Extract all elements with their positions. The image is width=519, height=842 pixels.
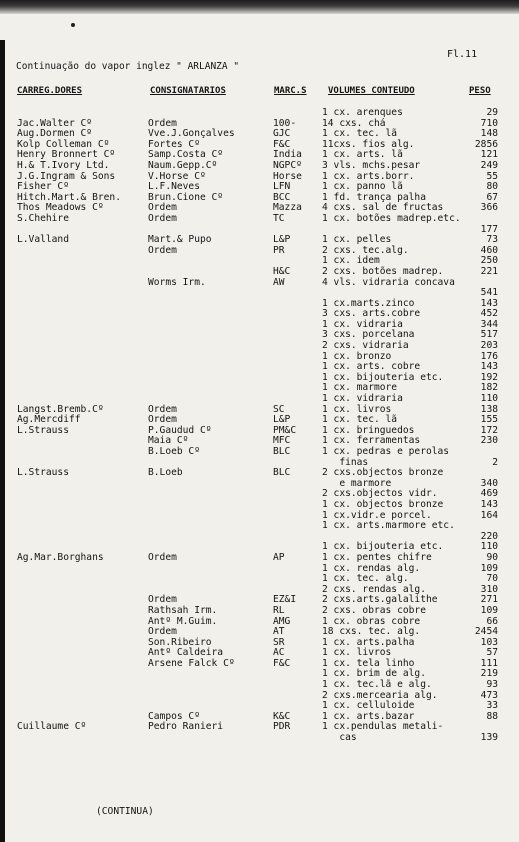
weight-cell: 164 xyxy=(480,509,498,521)
weight-cell: 70 xyxy=(486,573,498,585)
header-shippers: CARREG.DORES xyxy=(17,86,83,96)
weight-cell: 2454 xyxy=(474,626,498,638)
mark-cell: BCC xyxy=(273,191,291,203)
volume-contents-cell: 1 cx. idem xyxy=(322,255,380,267)
weight-cell: 155 xyxy=(480,414,498,426)
table-row xyxy=(0,320,519,331)
table-row xyxy=(0,172,519,183)
weight-cell: 541 xyxy=(480,287,498,299)
table-row xyxy=(0,521,519,532)
weight-cell: 203 xyxy=(480,340,498,352)
mark-cell: L&P xyxy=(273,414,291,426)
consignee-cell: Pedro Ranieri xyxy=(148,721,224,733)
mark-cell: AC xyxy=(273,647,285,659)
volume-contents-cell: 1 cx. tela linho xyxy=(322,657,415,669)
mark-cell: RL xyxy=(273,604,285,616)
volume-contents-cell: 3 cxs. arts.cobre xyxy=(322,308,421,320)
consignee-cell: Brun.Cione Cº xyxy=(148,191,224,203)
volume-contents-cell: 2 cxs. rendas alg. xyxy=(322,583,426,595)
weight-cell: 172 xyxy=(480,424,498,436)
weight-cell: 230 xyxy=(480,435,498,447)
volume-contents-cell: 1 cx. arts.bazar xyxy=(322,710,415,722)
shipper-cell: Ag.Mercdiff xyxy=(17,414,81,426)
volume-contents-cell: 1 cx. vidraria xyxy=(322,318,403,330)
weight-cell: 57 xyxy=(486,647,498,659)
consignee-cell: L.F.Neves xyxy=(148,181,200,193)
shipper-cell: L.Valland xyxy=(17,234,69,246)
table-row xyxy=(0,341,519,352)
mark-cell: PR xyxy=(273,244,285,256)
mark-cell: MFC xyxy=(273,435,291,447)
consignee-cell: P.Gaudud Cº xyxy=(148,424,212,436)
table-row xyxy=(0,648,519,659)
table-row xyxy=(0,701,519,712)
table-row xyxy=(0,722,519,733)
header-volumes: VOLUMES CONTEUDO xyxy=(328,86,415,96)
weight-cell: 66 xyxy=(486,615,498,627)
weight-cell: 109 xyxy=(480,604,498,616)
table-row xyxy=(0,278,519,289)
page-title: Continuação do vapor inglez " ARLANZA " xyxy=(16,61,240,72)
volume-contents-cell: 11cxs. fios alg. xyxy=(322,138,415,150)
mark-cell: LFN xyxy=(273,181,291,193)
mark-cell: AT xyxy=(273,626,285,638)
weight-cell: 250 xyxy=(480,255,498,267)
volume-contents-cell: 1 fd. trança palha xyxy=(322,191,426,203)
weight-cell: 460 xyxy=(480,244,498,256)
table-row xyxy=(0,638,519,649)
weight-cell: 182 xyxy=(480,382,498,394)
table-row xyxy=(0,108,519,119)
weight-cell: 219 xyxy=(480,668,498,680)
weight-cell: 340 xyxy=(480,477,498,489)
consignee-cell: B.Loeb xyxy=(148,467,183,479)
weight-cell: 88 xyxy=(486,710,498,722)
shipper-cell: S.Chehire xyxy=(17,212,69,224)
shipper-cell: Hitch.Mart.& Bren. xyxy=(17,191,121,203)
table-row xyxy=(0,669,519,680)
consignee-cell: Naum.Gepp.Cº xyxy=(148,159,218,171)
consignee-cell: Ordem xyxy=(148,202,177,214)
shipper-cell: H.& T.Ivory Ltd. xyxy=(17,159,110,171)
weight-cell: 192 xyxy=(480,371,498,383)
weight-cell: 176 xyxy=(480,350,498,362)
weight-cell: 33 xyxy=(486,700,498,712)
shipper-cell: Aug.Dormen Cº xyxy=(17,128,93,140)
volume-contents-cell: finas xyxy=(322,456,369,468)
consignee-cell: Antº Caldeira xyxy=(148,647,224,659)
volume-contents-cell: 1 cx. obras cobre xyxy=(322,615,421,627)
shipper-cell: Kolp Colleman Cº xyxy=(17,138,110,150)
consignee-cell: Ordem xyxy=(148,626,177,638)
table-row xyxy=(0,426,519,437)
volume-contents-cell: 1 cx. objectos bronze xyxy=(322,498,444,510)
volume-contents-cell: 1 cx. tec. lã xyxy=(322,414,398,426)
table-row xyxy=(0,606,519,617)
consignee-cell: Maia Cº xyxy=(148,435,189,447)
mark-cell: Horse xyxy=(273,170,302,182)
consignee-cell: Ordem xyxy=(148,403,177,415)
volume-contents-cell: e marmore xyxy=(322,477,392,489)
mark-cell: Mazza xyxy=(273,202,302,214)
weight-cell: 73 xyxy=(486,234,498,246)
table-row xyxy=(0,468,519,479)
mark-cell: TC xyxy=(273,212,285,224)
table-row xyxy=(0,627,519,638)
weight-cell: 111 xyxy=(480,657,498,669)
consignee-cell: V.Horse Cº xyxy=(148,170,206,182)
weight-cell: 143 xyxy=(480,297,498,309)
consignee-cell: Antº M.Guim. xyxy=(148,615,218,627)
volume-contents-cell: 18 cxs. tec. alg. xyxy=(322,626,421,638)
weight-cell: 2856 xyxy=(474,138,498,150)
consignee-cell: Campos Cº xyxy=(148,710,200,722)
volume-contents-cell: 1 cx. celluloide xyxy=(322,700,415,712)
weight-cell: 177 xyxy=(480,223,498,235)
shipper-cell: Cuillaume Cº xyxy=(17,721,87,733)
table-row xyxy=(0,733,519,744)
volume-contents-cell: 1 cx. panno lã xyxy=(322,181,403,193)
folio-number: Fl.11 xyxy=(447,49,478,60)
volume-contents-cell: 1 cx. pedras e perolas xyxy=(322,446,450,457)
volume-contents-cell: 3 vls. mchs.pesar xyxy=(322,159,421,171)
volume-contents-cell: 1 cx. arts.marmore etc. xyxy=(322,520,455,532)
volume-contents-cell: 1 cx. rendas alg. xyxy=(322,562,421,574)
manifest-table xyxy=(0,108,519,744)
weight-cell: 710 xyxy=(480,117,498,129)
volume-contents-cell: 1 cx. brim de alg. xyxy=(322,668,426,680)
mark-cell: AMG xyxy=(273,615,291,627)
volume-contents-cell: 2 cxs. obras cobre xyxy=(322,604,426,616)
mark-cell: SC xyxy=(273,403,285,415)
weight-cell: 143 xyxy=(480,498,498,510)
weight-cell: 2 xyxy=(492,456,498,468)
table-row xyxy=(0,680,519,691)
volume-contents-cell: 1 cx. bringuedos xyxy=(322,424,415,436)
consignee-cell: Samp.Costa Cº xyxy=(148,149,224,161)
weight-cell: 344 xyxy=(480,318,498,330)
volume-contents-cell: 1 cx. ferramentas xyxy=(322,435,421,447)
weight-cell: 80 xyxy=(486,181,498,193)
table-row xyxy=(0,309,519,320)
consignee-cell: Ordem xyxy=(148,212,177,224)
consignee-cell: Ordem xyxy=(148,551,177,563)
volume-contents-cell: 1 cx. arenques xyxy=(322,107,403,118)
consignee-cell: Ordem xyxy=(148,594,177,606)
consignee-cell: Fortes Cº xyxy=(148,138,200,150)
volume-contents-cell: cas xyxy=(322,732,357,744)
table-row xyxy=(0,617,519,628)
table-row xyxy=(0,246,519,257)
weight-cell: 110 xyxy=(480,393,498,405)
mark-cell: AW xyxy=(273,276,285,288)
consignee-cell: Worms Irm. xyxy=(148,276,206,288)
table-row xyxy=(0,330,519,341)
volume-contents-cell: 2 cxs. vidraria xyxy=(322,340,409,352)
weight-cell: 221 xyxy=(480,265,498,277)
consignee-cell: Son.Ribeiro xyxy=(148,636,212,648)
volume-contents-cell: 1 cx. arts. lã xyxy=(322,149,403,161)
shipper-cell: Henry Bronnert Cº xyxy=(17,149,116,161)
shipper-cell: L.Strauss xyxy=(17,424,69,436)
weight-cell: 67 xyxy=(486,191,498,203)
mark-cell: H&C xyxy=(273,265,291,277)
volume-contents-cell: 1 cx.vidr.e porcel. xyxy=(322,509,432,521)
mark-cell: India xyxy=(273,149,302,161)
weight-cell: 93 xyxy=(486,679,498,691)
table-row xyxy=(0,373,519,384)
consignee-cell: B.Loeb Cº xyxy=(148,446,200,457)
volume-contents-cell: 2 cxs. botões madrep. xyxy=(322,265,444,277)
weight-cell: 220 xyxy=(480,530,498,542)
volume-contents-cell: 1 cx. arts.palha xyxy=(322,636,415,648)
weight-cell: 249 xyxy=(480,159,498,171)
weight-cell: 271 xyxy=(480,594,498,606)
table-row xyxy=(0,267,519,278)
table-row xyxy=(0,352,519,363)
weight-cell: 90 xyxy=(486,551,498,563)
table-row xyxy=(0,564,519,575)
shipper-cell: J.G.Ingram & Sons xyxy=(17,170,116,182)
table-row xyxy=(0,500,519,511)
volume-contents-cell: 2 cxs.mercearia alg. xyxy=(322,689,438,701)
consignee-cell: Ordem xyxy=(148,244,177,256)
table-row xyxy=(0,479,519,490)
shipper-cell: Ag.Mar.Borghans xyxy=(17,551,104,563)
shipper-cell: Langst.Bremb.Cº xyxy=(17,403,104,415)
weight-cell: 452 xyxy=(480,308,498,320)
volume-contents-cell: 2 cxs.objectos bronze xyxy=(322,467,444,479)
table-row xyxy=(0,553,519,564)
weight-cell: 29 xyxy=(486,107,498,118)
weight-cell: 55 xyxy=(486,170,498,182)
scan-top-edge xyxy=(0,0,519,14)
consignee-cell: Rathsah Irm. xyxy=(148,604,218,616)
volume-contents-cell: 2 cxs.objectos vidr. xyxy=(322,488,438,500)
table-row xyxy=(0,383,519,394)
mark-cell: EZ&I xyxy=(273,594,297,606)
weight-cell: 121 xyxy=(480,149,498,161)
consignee-cell: Mart.& Pupo xyxy=(148,234,212,246)
shipper-cell: Thos Meadows Cº xyxy=(17,202,104,214)
weight-cell: 143 xyxy=(480,361,498,373)
mark-cell: SR xyxy=(273,636,285,648)
weight-cell: 469 xyxy=(480,488,498,500)
shipper-cell: L.Strauss xyxy=(17,467,69,479)
weight-cell: 473 xyxy=(480,689,498,701)
weight-cell: 366 xyxy=(480,202,498,214)
table-row xyxy=(0,447,519,458)
ink-dot xyxy=(71,23,75,27)
volume-contents-cell: 1 cx. pentes chifre xyxy=(322,551,432,563)
volume-contents-cell: 2 cxs.arts.galalithe xyxy=(322,594,438,606)
table-row xyxy=(0,585,519,596)
volume-contents-cell: 1 cx. tec.lã e alg. xyxy=(322,679,432,691)
volume-contents-cell: 1 cx. bronzo xyxy=(322,350,392,362)
volume-contents-cell: 1 cx. marmore xyxy=(322,382,398,394)
table-row xyxy=(0,235,519,246)
table-row xyxy=(0,161,519,172)
header-consignees: CONSIGNATARIOS xyxy=(150,86,226,96)
volume-contents-cell: 1 cx. vidraria xyxy=(322,393,403,405)
weight-cell: 109 xyxy=(480,562,498,574)
table-row xyxy=(0,595,519,606)
mark-cell: K&C xyxy=(273,710,291,722)
volume-contents-cell: 1 cx.pendulas metali- xyxy=(322,721,444,733)
mark-cell: AP xyxy=(273,551,285,563)
mark-cell: F&C xyxy=(273,138,291,150)
header-weight: PESO xyxy=(469,86,491,96)
weight-cell: 517 xyxy=(480,329,498,341)
mark-cell: 100- xyxy=(273,117,297,129)
volume-contents-cell: 2 cxs. tec.alg. xyxy=(322,244,409,256)
mark-cell: PM&C xyxy=(273,424,297,436)
consignee-cell: Ordem xyxy=(148,414,177,426)
table-row xyxy=(0,659,519,670)
volume-contents-cell: 1 cx. bijouteria etc. xyxy=(322,541,444,553)
shipper-cell: Jac.Walter Cº xyxy=(17,117,93,129)
mark-cell: BLC xyxy=(273,467,291,479)
table-row xyxy=(0,225,519,236)
table-row xyxy=(0,415,519,426)
volume-contents-cell: 1 cx. tec. lã xyxy=(322,128,398,140)
volume-contents-cell: 4 cxs. sal de fructas xyxy=(322,202,444,214)
volume-contents-cell: 14 cxs. chá xyxy=(322,117,386,129)
volume-contents-cell: 1 cx.marts.zinco xyxy=(322,297,415,309)
mark-cell: NGPCº xyxy=(273,159,302,171)
mark-cell: PDR xyxy=(273,721,291,733)
consignee-cell: Vve.J.Gonçalves xyxy=(148,128,235,140)
weight-cell: 110 xyxy=(480,541,498,553)
mark-cell: GJC xyxy=(273,128,291,140)
table-row xyxy=(0,574,519,585)
shipper-cell: Fisher Cº xyxy=(17,181,69,193)
volume-contents-cell: 1 cx. livros xyxy=(322,403,392,415)
weight-cell: 138 xyxy=(480,403,498,415)
mark-cell: F&C xyxy=(273,657,291,669)
weight-cell: 148 xyxy=(480,128,498,140)
volume-contents-cell: 3 cxs. porcelana xyxy=(322,329,415,341)
mark-cell: BLC xyxy=(273,446,291,457)
volume-contents-cell: 4 vls. vidraria concava xyxy=(322,276,455,288)
weight-cell: 139 xyxy=(480,732,498,744)
volume-contents-cell: 1 cx. livros xyxy=(322,647,392,659)
volume-contents-cell: 1 cx. bijouteria etc. xyxy=(322,371,444,383)
table-row xyxy=(0,691,519,702)
weight-cell: 310 xyxy=(480,583,498,595)
continued-note: (CONTINUA) xyxy=(96,806,154,817)
mark-cell: L&P xyxy=(273,234,291,246)
table-row xyxy=(0,214,519,225)
table-row xyxy=(0,288,519,299)
header-marks: MARC.S xyxy=(274,86,307,96)
volume-contents-cell: 1 cx. arts. cobre xyxy=(322,361,421,373)
volume-contents-cell: 1 cx. botões madrep.etc. xyxy=(322,212,461,224)
volume-contents-cell: 1 cx. tec. alg. xyxy=(322,573,409,585)
weight-cell: 103 xyxy=(480,636,498,648)
volume-contents-cell: 1 cx. arts.borr. xyxy=(322,170,415,182)
consignee-cell: Ordem xyxy=(148,117,177,129)
volume-contents-cell: 1 cx. pelles xyxy=(322,234,392,246)
consignee-cell: Arsene Falck Cº xyxy=(148,657,235,669)
table-row xyxy=(0,299,519,310)
